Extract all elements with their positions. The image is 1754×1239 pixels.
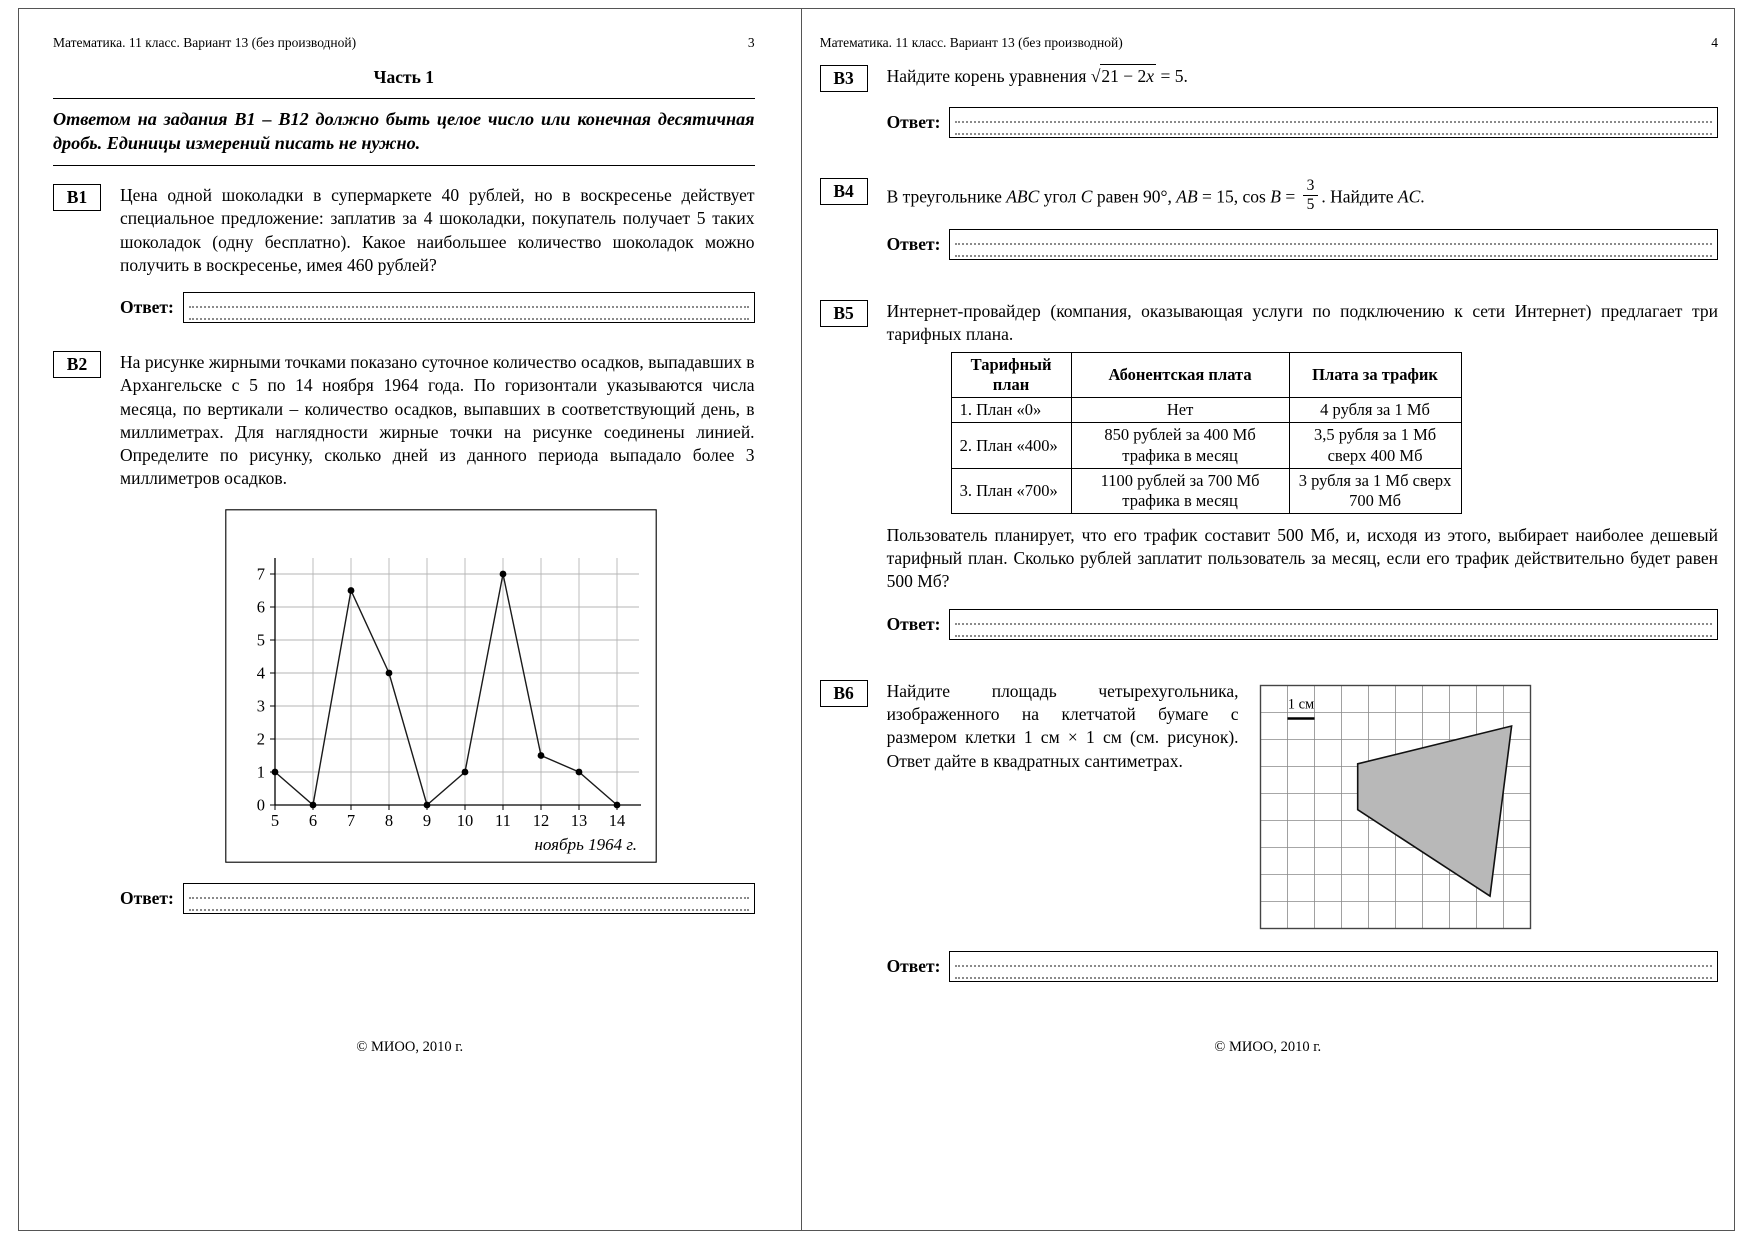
tariff-table-row (951, 398, 1461, 423)
data-point (462, 768, 469, 775)
problem-b1 (53, 184, 755, 277)
problem-b6-body-wrap (887, 680, 1718, 936)
tariff-table-header-cell: Тарифный план (951, 353, 1071, 398)
grid-figure-svg (1259, 684, 1532, 930)
b4-text-part: В треугольнике (886, 186, 1007, 207)
tariff-table (951, 352, 1462, 514)
b4-text-part: равен 90°, (1092, 186, 1177, 207)
b3-text-part: = 5. (1156, 66, 1188, 86)
header-title: Математика. 11 класс. Вариант 13 (без производной) (53, 35, 357, 50)
quadrilateral-shape (1357, 726, 1511, 896)
header-title: Математика. 11 класс. Вариант 13 (без производной) (819, 35, 1123, 50)
x-tick-label: 11 (495, 810, 511, 830)
y-tick-label: 2 (256, 729, 265, 749)
problem-b3 (820, 65, 1718, 92)
fraction-denominator: 5 (1303, 195, 1319, 213)
page-header (820, 35, 1718, 51)
page-header (53, 35, 755, 51)
tariff-table-row (951, 468, 1461, 513)
x-tick-label: 13 (570, 810, 588, 830)
x-tick-label: 5 (270, 810, 280, 830)
chart-frame (226, 509, 656, 861)
data-point (386, 669, 393, 676)
radicand-text: 21 − 2 (1101, 66, 1147, 86)
x-tick-label: 10 (456, 810, 474, 830)
page-number: 3 (747, 35, 755, 50)
fraction-numerator: 3 (1306, 177, 1315, 194)
problem-b1-label: В1 (53, 184, 101, 211)
sqrt-expression (1091, 64, 1156, 86)
tariff-table-header-cell: Плата за трафик (1289, 353, 1461, 398)
document-sheet (18, 8, 1735, 1231)
x-tick-label: 9 (422, 810, 432, 830)
tariff-table-cell: 2. План «400» (951, 423, 1071, 468)
answer-label-b4: Ответ: (886, 233, 941, 254)
tariff-table-cell: 1. План «0» (951, 398, 1071, 423)
page-number: 4 (1711, 35, 1718, 50)
problem-b5-label: В5 (820, 300, 868, 327)
page-footer-left: © МИОО, 2010 г. (356, 1039, 464, 1055)
unit-label: 1 см (1287, 696, 1314, 713)
x-tick-label: 6 (308, 810, 318, 830)
y-tick-label: 4 (256, 663, 265, 683)
data-point (348, 587, 355, 594)
answer-box-b4[interactable] (949, 229, 1718, 260)
tariff-table-cell: 3,5 рубля за 1 Мб сверх 400 Мб (1289, 423, 1461, 468)
y-tick-label: 3 (256, 696, 265, 716)
b4-variable: C (1080, 186, 1093, 207)
page-footer-right: © МИОО, 2010 г. (1214, 1039, 1322, 1055)
y-tick-label: 6 (256, 597, 265, 617)
answer-box-b5[interactable] (949, 609, 1718, 640)
b4-text-part: угол (1039, 186, 1081, 207)
data-point (538, 752, 545, 759)
grid-figure (1259, 684, 1532, 936)
data-point (500, 570, 507, 577)
problem-b3-label: В3 (820, 65, 868, 92)
tariff-table-header-row (951, 353, 1461, 398)
radicand-variable: x (1146, 66, 1155, 86)
answer-row-b5 (887, 609, 1718, 640)
problem-b5-text (887, 300, 1718, 594)
problem-b2-label: В2 (53, 351, 101, 378)
y-tick-label: 5 (256, 630, 265, 650)
problem-b2-text: На рисунке жирными точками показано суточное количество осадков, выпадавших в Архангельске с 5 по 14 ноября 1964 года. По горизонтали указываются числа месяца, по вертикали – количество осадков, выпавших в соответствующий день, в миллиметрах. Для наглядности жирные точки на рисунке соединены линией. Определите по рисунку, сколько дней из данного периода выпадало более 3 миллиметров осадков. (120, 352, 755, 489)
b4-text-part: = (1280, 186, 1300, 207)
answer-box-b1[interactable] (183, 292, 755, 323)
x-tick-label: 14 (608, 810, 626, 830)
problem-b6-text: Найдите площадь четырехугольника, изображенного на клетчатой бумаге с размером клетки 1 см × 1 см (см. рисунок). Ответ дайте в квадратных сантиметрах. (886, 680, 1239, 771)
tariff-table-cell: Нет (1071, 398, 1289, 423)
x-tick-label: 7 (346, 810, 356, 830)
part-title: Часть 1 (373, 67, 434, 87)
x-tick-label: 12 (532, 810, 550, 830)
answer-label-b5: Ответ: (886, 613, 941, 634)
problem-b5 (820, 300, 1718, 594)
y-tick-label: 1 (256, 762, 265, 782)
page-4 (802, 9, 1734, 1230)
tariff-table-body (951, 398, 1461, 514)
problem-b6 (820, 680, 1718, 936)
b5-question: Пользователь планирует, что его трафик составит 500 Мб, и, исходя из этого, выбирает наиболее дешевый тарифный план. Сколько рублей заплатит пользователь за месяц, если его трафик действительно будет равен 500 Мб? (886, 524, 1718, 592)
b5-intro: Интернет-провайдер (компания, оказывающая услуги по подключению к сети Интернет) предлагает три тарифных плана. (886, 300, 1718, 344)
answer-label-b3: Ответ: (886, 112, 941, 132)
problem-b2 (53, 351, 755, 491)
b4-variable: AC (1397, 186, 1421, 207)
answer-label-b2: Ответ: (120, 887, 174, 908)
answer-box-b6[interactable] (949, 951, 1718, 982)
data-point (310, 801, 317, 808)
rainfall-chart-svg (225, 509, 657, 863)
y-tick-label: 7 (256, 564, 265, 584)
answer-label-b1: Ответ: (120, 297, 174, 318)
y-tick-label: 0 (256, 795, 265, 815)
rainfall-chart (225, 509, 755, 868)
answer-box-b2[interactable] (183, 883, 755, 914)
tariff-table-cell: 3 рубля за 1 Мб сверх 700 Мб (1289, 468, 1461, 513)
answer-label-b6: Ответ: (886, 956, 941, 976)
answer-row-b6 (887, 951, 1718, 982)
tariff-table-cell: 3. План «700» (951, 468, 1071, 513)
b6-body (887, 680, 1718, 936)
b4-text-part: . Найдите (1321, 186, 1398, 207)
b3-text-part: Найдите корень уравнения (886, 66, 1091, 86)
data-point (272, 768, 279, 775)
b4-variable: AB (1176, 186, 1198, 207)
radical-sign: √ (1090, 66, 1101, 86)
fraction (1303, 178, 1319, 214)
tariff-table-cell: 850 рублей за 400 Мб трафика в месяц (1071, 423, 1289, 468)
x-tick-label: 8 (384, 810, 394, 830)
tariff-table-row (951, 423, 1461, 468)
problem-b6-label: В6 (820, 680, 868, 707)
problem-b3-text (887, 65, 1718, 88)
problem-b4-text (887, 178, 1718, 214)
problem-b4 (820, 178, 1718, 214)
instruction-text: Ответом на задания В1 – В12 должно быть целое число или конечная десятичная дробь. Единицы измерений писать не нужно. (53, 98, 755, 166)
tariff-table-cell: 4 рубля за 1 Мб (1289, 398, 1461, 423)
answer-row-b3 (887, 107, 1718, 138)
b4-text-part: = 15, cos (1197, 186, 1271, 207)
tariff-table-header-cell: Абонентская плата (1071, 353, 1289, 398)
radicand (1100, 64, 1156, 86)
answer-box-b3[interactable] (949, 107, 1718, 138)
problem-b4-label: В4 (820, 178, 868, 205)
chart-caption: ноябрь 1964 г. (534, 834, 637, 854)
tariff-table-cell: 1100 рублей за 700 Мб трафика в месяц (1071, 468, 1289, 513)
answer-row-b4 (887, 229, 1718, 260)
answer-row-b1 (120, 292, 755, 323)
data-point (614, 801, 621, 808)
data-point (424, 801, 431, 808)
b4-variable: ABC (1006, 186, 1040, 207)
answer-row-b2 (120, 883, 755, 914)
page-3 (19, 9, 802, 1230)
b4-variable: B (1270, 186, 1281, 207)
b4-text-part: . (1420, 186, 1425, 207)
data-point (576, 768, 583, 775)
problem-b1-text: Цена одной шоколадки в супермаркете 40 рублей, но в воскресенье действует специальное предложение: заплатив за 4 шоколадки, покупатель получает 5 таких шоколадок (одну бесплатно). Какое наибольшее количество шоколадок можно получить в воскресенье, имея 460 рублей? (120, 185, 755, 275)
